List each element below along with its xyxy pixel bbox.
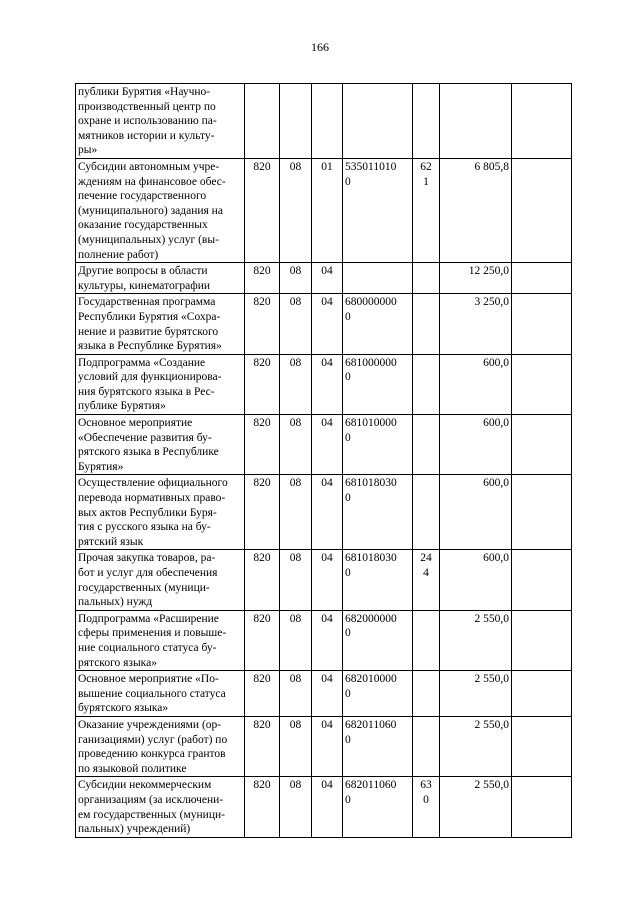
table-row [76,716,572,776]
table-row [76,671,572,717]
expense-type-code-cell [413,354,440,414]
table-row [76,777,572,837]
target-article-code-cell: 681010000 0 [343,415,413,475]
amount-cell: 600,0 [440,354,512,414]
target-article-code-cell: 681018030 0 [343,475,413,550]
expense-type-code-cell [413,294,440,354]
expense-type-code-cell [413,415,440,475]
empty-cell [512,610,572,670]
ministry-code-cell: 820 [245,716,280,776]
subsection-code-cell: 04 [312,550,343,610]
subsection-code-cell: 04 [312,610,343,670]
ministry-code-cell: 820 [245,550,280,610]
expense-type-code-cell: 24 4 [413,550,440,610]
table-row [76,158,572,262]
section-code-cell: 08 [280,294,312,354]
target-article-code-cell: 681000000 0 [343,354,413,414]
row-name-cell: Осуществление официального перевода нормативных право- вых актов Республики Буря- тия с русского языка на бу- рятский язык [76,475,245,550]
section-code-cell: 08 [280,777,312,837]
section-code-cell: 08 [280,158,312,262]
row-name-cell: Подпрограмма «Создание условий для функционирова- ния бурятского языка в Рес- публике Бурятия» [76,354,245,414]
expense-type-code-cell [413,263,440,294]
section-code-cell: 08 [280,550,312,610]
target-article-code-cell: 535011010 0 [343,158,413,262]
expense-type-code-cell: 63 0 [413,777,440,837]
expense-type-code-cell [413,610,440,670]
amount-cell: 2 550,0 [440,777,512,837]
ministry-code-cell: 820 [245,415,280,475]
ministry-code-cell: 820 [245,475,280,550]
target-article-code-cell: 682010000 0 [343,671,413,717]
ministry-code-cell: 820 [245,294,280,354]
ministry-code-cell: 820 [245,354,280,414]
table-row [76,84,572,159]
empty-cell [512,294,572,354]
row-name-cell: Субсидии автономным учре- ждениям на финансовое обес- печение государственного (муниципального) задания на оказание государственных (муниципальных) услуг (вы- полнение работ) [76,158,245,262]
subsection-code-cell: 04 [312,294,343,354]
row-name-cell: Другие вопросы в области культуры, кинематографии [76,263,245,294]
table-row [76,610,572,670]
empty-cell [512,84,572,159]
empty-cell [512,263,572,294]
table-row [76,550,572,610]
table-row [76,294,572,354]
amount-cell: 600,0 [440,550,512,610]
amount-cell: 2 550,0 [440,610,512,670]
expense-type-code-cell: 62 1 [413,158,440,262]
row-name-cell: Основное мероприятие «Обеспечение развития бу- рятского языка в Республике Бурятия» [76,415,245,475]
section-code-cell: 08 [280,610,312,670]
row-name-cell: публики Бурятия «Научно- производственный центр по охране и использованию па- мятников истории и культу- ры» [76,84,245,159]
target-article-code-cell: 682011060 0 [343,716,413,776]
target-article-code-cell: 681018030 0 [343,550,413,610]
page-number: 166 [311,40,329,54]
subsection-code-cell: 04 [312,354,343,414]
amount-cell: 2 550,0 [440,716,512,776]
ministry-code-cell: 820 [245,777,280,837]
target-article-code-cell [343,84,413,159]
subsection-code-cell: 04 [312,475,343,550]
budget-table [75,83,572,838]
empty-cell [512,671,572,717]
table-row [76,354,572,414]
target-article-code-cell: 680000000 0 [343,294,413,354]
row-name-cell: Государственная программа Республики Бурятия «Сохра- нение и развитие бурятского языка в Республике Бурятия» [76,294,245,354]
table-row [76,475,572,550]
ministry-code-cell: 820 [245,263,280,294]
amount-cell: 3 250,0 [440,294,512,354]
ministry-code-cell: 820 [245,158,280,262]
section-code-cell: 08 [280,671,312,717]
expense-type-code-cell [413,84,440,159]
subsection-code-cell: 04 [312,716,343,776]
empty-cell [512,354,572,414]
amount-cell: 600,0 [440,475,512,550]
subsection-code-cell: 04 [312,415,343,475]
row-name-cell: Оказание учреждениями (ор- ганизациями) услуг (работ) по проведению конкурса грантов по языковой политике [76,716,245,776]
empty-cell [512,716,572,776]
subsection-code-cell: 04 [312,671,343,717]
section-code-cell: 08 [280,354,312,414]
target-article-code-cell: 682011060 0 [343,777,413,837]
amount-cell: 600,0 [440,415,512,475]
amount-cell: 12 250,0 [440,263,512,294]
section-code-cell: 08 [280,716,312,776]
table-row [76,263,572,294]
empty-cell [512,415,572,475]
row-name-cell: Основное мероприятие «По- вышение социального статуса бурятского языка» [76,671,245,717]
section-code-cell: 08 [280,415,312,475]
amount-cell [440,84,512,159]
ministry-code-cell [245,84,280,159]
section-code-cell [280,84,312,159]
expense-type-code-cell [413,716,440,776]
subsection-code-cell: 04 [312,263,343,294]
empty-cell [512,777,572,837]
subsection-code-cell: 01 [312,158,343,262]
empty-cell [512,475,572,550]
subsection-code-cell [312,84,343,159]
row-name-cell: Субсидии некоммерческим организациям (за исключени- ем государственных (муници- пальных) учреждений) [76,777,245,837]
empty-cell [512,550,572,610]
section-code-cell: 08 [280,263,312,294]
amount-cell: 2 550,0 [440,671,512,717]
ministry-code-cell: 820 [245,671,280,717]
expense-type-code-cell [413,671,440,717]
row-name-cell: Прочая закупка товаров, ра- бот и услуг для обеспечения государственных (муници- пальных) нужд [76,550,245,610]
subsection-code-cell: 04 [312,777,343,837]
target-article-code-cell [343,263,413,294]
ministry-code-cell: 820 [245,610,280,670]
target-article-code-cell: 682000000 0 [343,610,413,670]
table-row [76,415,572,475]
amount-cell: 6 805,8 [440,158,512,262]
expense-type-code-cell [413,475,440,550]
section-code-cell: 08 [280,475,312,550]
row-name-cell: Подпрограмма «Расширение сферы применения и повыше- ние социального статуса бу- рятского языка» [76,610,245,670]
empty-cell [512,158,572,262]
